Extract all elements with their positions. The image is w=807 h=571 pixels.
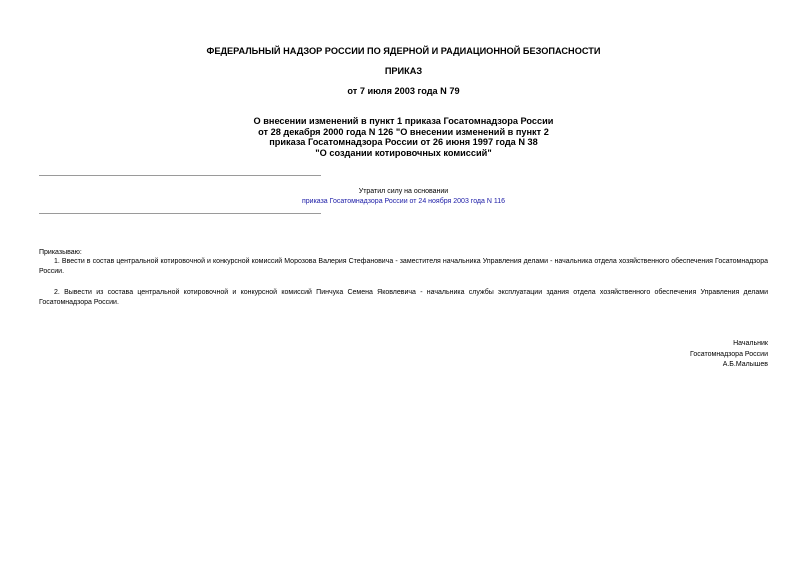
revocation-link[interactable]: приказа Госатомнадзора России от 24 ноября 2003 года N 116 [301,198,506,205]
revocation-notice: Утратил силу на основании [358,188,449,195]
divider-bottom [39,213,321,214]
subject-line: приказа Госатомнадзора России от 26 июня 1997 года N 38 [269,137,538,147]
subject-line: от 28 декабря 2000 года N 126 "О внесении изменений в пункт 2 [258,126,549,137]
order-item: 2. Вывести из состава центральной котировочной и конкурсной комиссий Пинчука Семена Яковлевича - начальника службы эксплуатации здания отдела хозяйственного обеспечения Управления делами Госатомнадзора России. [39,289,768,306]
document-subject [0,116,807,158]
signer-organization: Госатомнадзора России [690,350,768,358]
divider-top [39,175,321,176]
signature-block [690,339,768,371]
subject-line: "О создании котировочных комиссий" [315,147,492,158]
order-intro: Приказываю: [39,249,82,256]
agency-title: ФЕДЕРАЛЬНЫЙ НАДЗОР РОССИИ ПО ЯДЕРНОЙ И РАДИАЦИОННОЙ БЕЗОПАСНОСТИ [206,46,601,56]
document-type: ПРИКАЗ [384,66,423,76]
subject-line: О внесении изменений в пункт 1 приказа Госатомнадзора России [253,116,554,126]
document-date: от 7 июля 2003 года N 79 [347,86,460,96]
signer-name: А.Б.Малышев [722,361,768,368]
order-item: 1. Ввести в состав центральной котировочной и конкурсной комиссий Морозова Валерия Стефановича - заместителя начальника Управления делами - начальника отдела хозяйственного обеспечения Госатомнадзора России. [39,258,768,275]
signer-position: Начальник [733,340,768,347]
